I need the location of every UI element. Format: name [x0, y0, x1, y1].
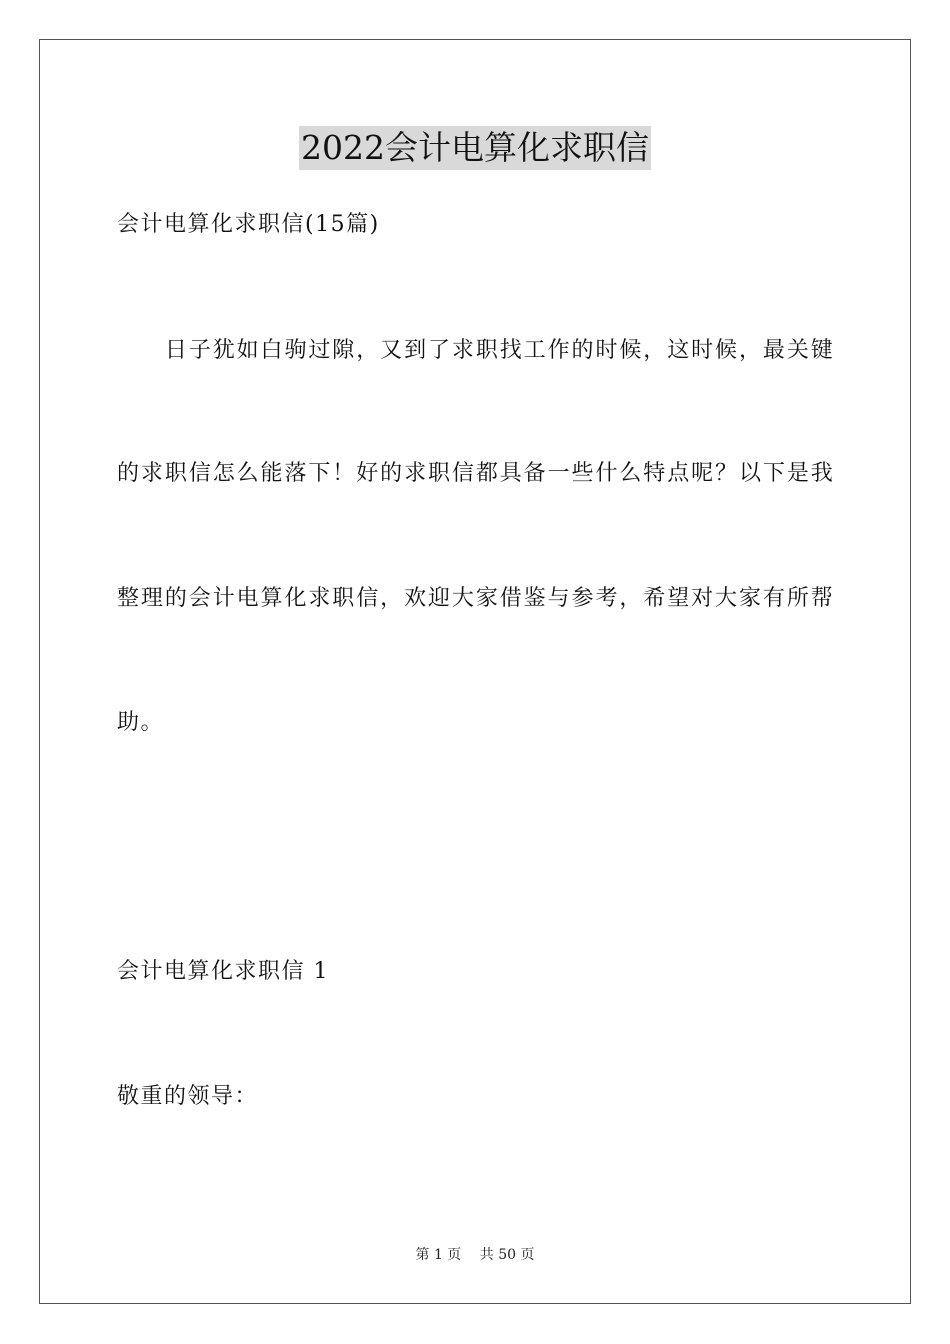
intro-char: 求 [404, 461, 427, 486]
intro-char: 又 [380, 338, 403, 363]
intro-char: 日 [164, 338, 187, 363]
intro-char: 欢 [404, 586, 427, 611]
document-title: 2022会计电算化求职信 [299, 126, 651, 170]
intro-char: 职 [164, 461, 187, 486]
intro-char: 算 [260, 586, 283, 611]
intro-char: 大 [451, 586, 474, 611]
intro-char: 的 [164, 586, 187, 611]
page-footer [0, 1245, 950, 1265]
intro-char: 白 [260, 338, 283, 363]
intro-char: 考 [595, 586, 618, 611]
intro-char: 了 [427, 338, 450, 363]
intro-char: 大 [715, 586, 738, 611]
intro-char: 最 [762, 338, 785, 363]
intro-char: 望 [667, 586, 690, 611]
intro-char: 信 [451, 461, 474, 486]
intro-char: 家 [475, 586, 498, 611]
intro-char: 求 [308, 586, 331, 611]
intro-char: 理 [140, 586, 163, 611]
intro-char [141, 336, 163, 366]
intro-char: 工 [523, 338, 546, 363]
intro-char: 职 [427, 461, 450, 486]
intro-char: 家 [738, 586, 761, 611]
intro-char: 找 [499, 338, 522, 363]
intro-char: 特 [643, 461, 666, 486]
intro-char: 都 [475, 461, 498, 486]
intro-line-4: 助。 [117, 710, 165, 735]
intro-char: 帮 [810, 586, 833, 611]
intro-char: 怎 [212, 461, 235, 486]
intro-char: 求 [140, 461, 163, 486]
intro-char: 会 [188, 586, 211, 611]
intro-char: 对 [691, 586, 714, 611]
intro-char: 作 [547, 338, 570, 363]
intro-char: 所 [786, 586, 809, 611]
intro-char: 么 [619, 461, 642, 486]
title-container [0, 126, 950, 170]
intro-char: ， [643, 338, 666, 363]
intro-char: 电 [236, 586, 259, 611]
intro-char: 键 [810, 338, 833, 363]
intro-char: 下 [308, 461, 331, 486]
section-heading: 会计电算化求职信 1 [117, 959, 329, 984]
intro-char: 借 [499, 586, 522, 611]
intro-char: 什 [595, 461, 618, 486]
intro-char: 时 [595, 338, 618, 363]
intro-char: 计 [212, 586, 235, 611]
intro-char: 参 [571, 586, 594, 611]
intro-char: 这 [667, 338, 690, 363]
intro-char: 候 [715, 338, 738, 363]
intro-char: 子 [188, 338, 211, 363]
intro-char: 求 [451, 338, 474, 363]
intro-line-3 [117, 584, 833, 614]
intro-char: 职 [475, 338, 498, 363]
intro-char: 些 [571, 461, 594, 486]
document-subtitle: 会计电算化求职信(15篇) [117, 212, 380, 237]
intro-char: 的 [380, 461, 403, 486]
intro-char: 鉴 [523, 586, 546, 611]
intro-char: 落 [284, 461, 307, 486]
intro-char: 能 [260, 461, 283, 486]
intro-char: 关 [786, 338, 809, 363]
intro-char: 候 [619, 338, 642, 363]
intro-char: 驹 [284, 338, 307, 363]
intro-char: 下 [762, 461, 785, 486]
intro-char: 么 [236, 461, 259, 486]
intro-char: 如 [236, 338, 259, 363]
intro-char: 化 [284, 586, 307, 611]
intro-char: 信 [356, 586, 379, 611]
intro-line-1 [117, 336, 833, 366]
intro-char: 有 [762, 586, 785, 611]
intro-char: 的 [117, 461, 140, 486]
intro-char: 与 [547, 586, 570, 611]
intro-char: 我 [810, 461, 833, 486]
intro-char: ， [738, 338, 761, 363]
intro-char: 希 [643, 586, 666, 611]
intro-char: 具 [499, 461, 522, 486]
intro-char: 犹 [212, 338, 235, 363]
intro-char: 信 [188, 461, 211, 486]
intro-char: 点 [667, 461, 690, 486]
intro-char [117, 336, 139, 366]
intro-char: 迎 [427, 586, 450, 611]
intro-char: 过 [308, 338, 331, 363]
page-number-label: 第 1 页 共 50 页 [415, 1247, 535, 1263]
intro-char: 职 [332, 586, 355, 611]
salutation: 敬重的领导： [117, 1084, 259, 1109]
intro-line-2 [117, 459, 833, 489]
intro-char: ， [380, 586, 403, 611]
intro-char: ， [356, 338, 379, 363]
intro-char: ！ [332, 461, 355, 486]
intro-char: 一 [547, 461, 570, 486]
intro-char: 备 [523, 461, 546, 486]
intro-char: 时 [691, 338, 714, 363]
intro-char: ， [619, 586, 642, 611]
intro-char: 呢 [691, 461, 714, 486]
intro-char: 隙 [332, 338, 355, 363]
intro-char: ？ [715, 461, 738, 486]
intro-char: 到 [404, 338, 427, 363]
intro-char: 以 [738, 461, 761, 486]
intro-char: 好 [356, 461, 379, 486]
intro-char: 整 [117, 586, 140, 611]
intro-char: 是 [786, 461, 809, 486]
intro-char: 的 [571, 338, 594, 363]
